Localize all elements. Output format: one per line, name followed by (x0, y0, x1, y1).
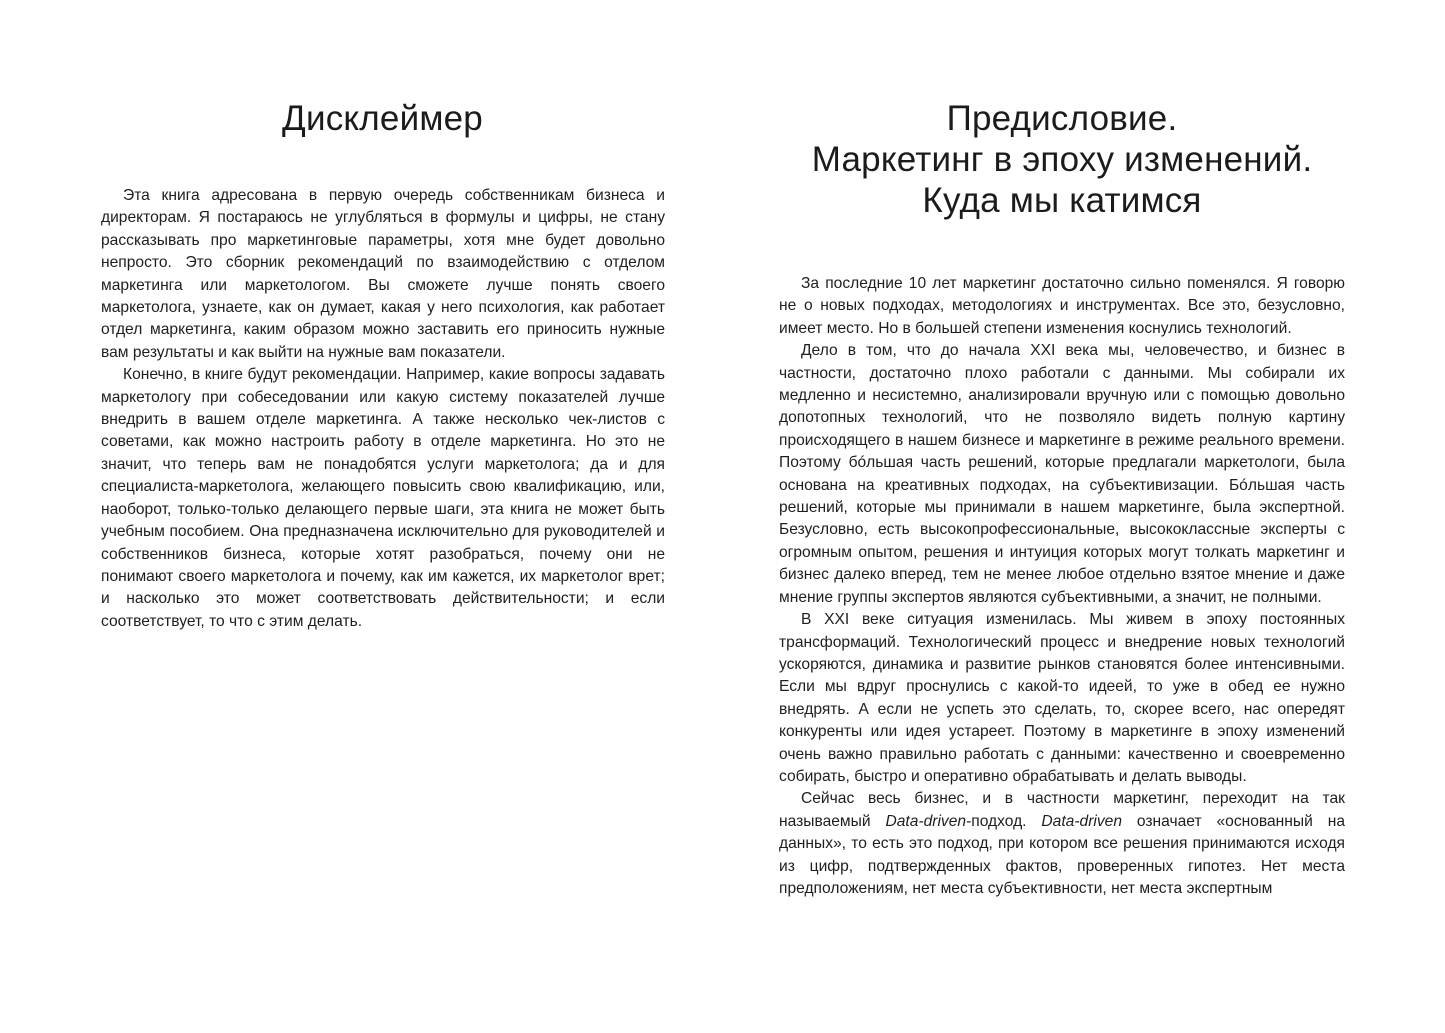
preface-title-line-1: Предисловие. (946, 99, 1178, 138)
preface-paragraph-4-part-1: Сейчас весь бизнес, и в частности маркетинг, переходит на так называемый (779, 790, 1345, 830)
data-driven-term-1: Data-driven (885, 812, 967, 830)
preface-paragraph-2: Дело в том, что до начала XXI века мы, человечество, и бизнес в частности, достаточно плохо работали с данными. Мы собирали их медленно и несистемно, анализировали вручную или с помощью довольно допотопных технологий, что не позволяло видеть полную картину происходящего в нашем бизнесе и маркетинге в режиме реального времени. Поэтому бóльшая часть решений, которые предлагали маркетологи, была основана на креативных подходах, на субъективизации. Бóльшая часть решений, которые мы принимали в нашем маркетинге, была экспертной. Безусловно, есть высокопрофессиональные, высококлассные эксперты с огромным опытом, решения и интуиция которых могут толкать маркетинг и бизнес далеко вперед, тем не менее любое отдельно взятое мнение и даже мнение группы экспертов являются субъективными, а значит, не полными. (779, 342, 1345, 606)
preface-text (779, 273, 1345, 900)
preface-paragraph-4 (779, 788, 1345, 900)
disclaimer-paragraph-1: Эта книга адресована в первую очередь собственникам бизнеса и директорам. Я постараюсь не углубляться в формулы и цифры, не стану рассказывать про маркетинговые параметры, хотя мне будет довольно непросто. Это сборник рекомендаций по взаимодействию с отделом маркетинга или маркетологом. Вы сможете лучше понять своего маркетолога, узнаете, как он думает, какая у него психология, как работает отдел маркетинга, каким образом можно заставить его приносить нужные вам результаты и как выйти на нужные вам показатели. (101, 187, 665, 361)
preface-paragraph-1: За последние 10 лет маркетинг достаточно сильно поменялся. Я говорю не о новых подходах, методологиях и инструментах. Все это, безусловно, имеет место. Но в большей степени изменения коснулись технологий. (779, 275, 1345, 337)
preface-title-line-2: Маркетинг в эпоху изменений. (811, 140, 1313, 179)
disclaimer-title: Дисклеймер (282, 99, 483, 138)
data-driven-term-2: Data-driven (1041, 812, 1123, 830)
preface-paragraph-4-part-2: -подход. (966, 812, 1042, 830)
preface-paragraph-4-part-3: означает «основанный на данных», то есть это подход, при котором все решения принимаются исходя из цифр, подтвержденных фактов, проверенных гипотез. Нет места предположениям, нет места субъективности, нет места экспертным (779, 812, 1345, 897)
preface-paragraph-3: В XXI веке ситуация изменилась. Мы живем в эпоху постоянных трансформаций. Технологический процесс и внедрение новых технологий ускоряются, динамика и развитие рынков становятся более интенсивными. Если мы вдруг проснулись с какой-то идеей, то уже в обед ее нужно внедрять. А если не успеть это сделать, то, скорее всего, нас опередят конкуренты или идея устареет. Поэтому в маркетинге в эпоху изменений очень важно правильно работать с данными: качественно и своевременно собирать, быстро и оперативно обрабатывать и делать выводы. (779, 611, 1345, 785)
preface-title-line-3: Куда мы катимся (922, 181, 1202, 220)
disclaimer-text (101, 185, 665, 633)
preface-title (779, 98, 1345, 221)
right-page (722, 0, 1445, 1033)
disclaimer-paragraph-2: Конечно, в книге будут рекомендации. Например, какие вопросы задавать маркетологу при собеседовании или какую систему показателей лучше внедрить в вашем отделе маркетинга. А также несколько чек-листов с советами, как можно настроить работу в отделе маркетинга. Но это не значит, что теперь вам не понадобятся услуги маркетолога; да и для специалиста-маркетолога, желающего повысить свою квалификацию, или, наоборот, только-только делающего первые шаги, эта книга не может быть учебным пособием. Она предназначена исключительно для руководителей и собственников бизнеса, которые хотят разобраться, почему они не понимают своего маркетолога и почему, как им кажется, их маркетолог врет; и насколько это может соответствовать действительности; и если соответствует, то что с этим делать. (101, 366, 665, 630)
left-page (0, 0, 722, 1033)
